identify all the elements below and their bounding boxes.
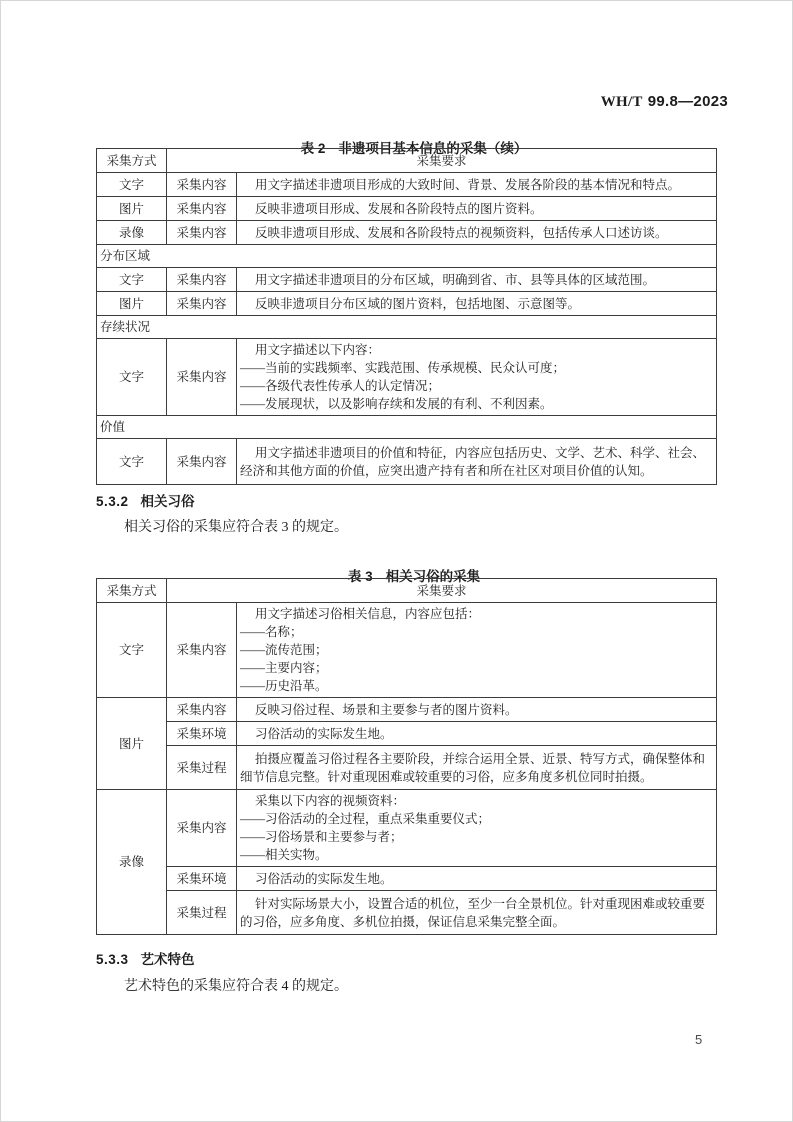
- aspect-cell: 采集环境: [167, 722, 237, 746]
- method-cell: 文字: [97, 603, 167, 698]
- requirement-line: ——发展现状，以及影响存续和发展的有利、不利因素。: [240, 397, 553, 411]
- aspect-cell: 采集内容: [167, 221, 237, 245]
- section-5-3-2-heading: [96, 490, 717, 510]
- table-row: [97, 197, 717, 221]
- aspect-cell: 采集内容: [167, 790, 237, 867]
- table-2-title-label: 表 2: [300, 141, 326, 156]
- table-row: [97, 339, 717, 416]
- table-row: [97, 173, 717, 197]
- table-row: [97, 245, 717, 268]
- requirement-line: ——相关实物。: [240, 848, 328, 862]
- table-2-title-text: 非遗项目基本信息的采集（续）: [338, 141, 528, 156]
- aspect-cell: 采集内容: [167, 339, 237, 416]
- requirement-line: 反映非遗项目形成、发展和各阶段特点的视频资料，包括传承人口述访谈。: [255, 225, 668, 240]
- table-row: [97, 292, 717, 316]
- method-cell: 录像: [97, 790, 167, 935]
- requirement-line: 用文字描述非遗项目形成的大致时间、背景、发展各阶段的基本情况和特点。: [255, 177, 681, 192]
- table-3-related-customs-collection: [96, 578, 717, 935]
- col-header-collection-method: 采集方式: [97, 579, 167, 603]
- requirement-cell: [237, 790, 717, 867]
- requirement-line: 用文字描述以下内容：: [255, 343, 381, 357]
- aspect-cell: 采集内容: [167, 268, 237, 292]
- requirement-line: 拍摄应覆盖习俗过程各主要阶段，并综合运用全景、近景、特写方式，确保整体和细节信息完整。针对重现困难或较重要的习俗，应多角度多机位同时拍摄。: [240, 751, 706, 784]
- requirement-line: 用文字描述非遗项目的分布区域，明确到省、市、县等具体的区域范围。: [255, 272, 656, 287]
- requirement-line: 用文字描述习俗相关信息，内容应包括：: [255, 607, 481, 621]
- requirement-cell: [237, 292, 717, 316]
- requirement-cell: [237, 867, 717, 891]
- aspect-cell: 采集内容: [167, 197, 237, 221]
- requirement-line: ——历史沿革。: [240, 679, 328, 693]
- table-row: [97, 722, 717, 746]
- table-row: [97, 867, 717, 891]
- requirement-line: 针对实际场景大小，设置合适的机位，至少一台全景机位。针对重现困难或较重要的习俗，应多角度、多机位拍摄，保证信息采集完整全面。: [240, 896, 706, 929]
- table-row: [97, 221, 717, 245]
- requirement-cell: [237, 439, 717, 485]
- table-row: [97, 891, 717, 935]
- requirement-line: 采集以下内容的视频资料：: [255, 794, 406, 808]
- category-row-value: 价值: [97, 416, 717, 439]
- method-cell: 文字: [97, 268, 167, 292]
- requirement-line: ——各级代表性传承人的认定情况；: [240, 379, 441, 393]
- table-row: [97, 149, 717, 173]
- requirement-line: 用文字描述非遗项目的价值和特征，内容应包括历史、文学、艺术、科学、社会、经济和其他方面的价值，应突出遗产持有者和所在社区对项目价值的认知。: [240, 445, 706, 478]
- aspect-cell: 采集内容: [167, 173, 237, 197]
- table-row: [97, 316, 717, 339]
- method-cell: 图片: [97, 292, 167, 316]
- requirement-line: ——当前的实践频率、实践范围、传承规模、民众认可度；: [240, 361, 566, 375]
- requirement-cell: [237, 197, 717, 221]
- requirement-cell: [237, 221, 717, 245]
- requirement-cell: [237, 722, 717, 746]
- requirement-cell: [237, 603, 717, 698]
- requirement-line: 反映非遗项目分布区域的图片资料，包括地图、示意图等。: [255, 296, 581, 311]
- table-row: [97, 268, 717, 292]
- requirement-line: ——习俗场景和主要参与者；: [240, 830, 403, 844]
- requirement-line: ——主要内容；: [240, 661, 328, 675]
- requirement-cell: [237, 339, 717, 416]
- standard-code-number: 99.8—2023: [647, 93, 728, 110]
- table-row: [97, 416, 717, 439]
- requirement-cell: [237, 746, 717, 790]
- aspect-cell: 采集过程: [167, 891, 237, 935]
- table-row: [97, 746, 717, 790]
- aspect-cell: 采集内容: [167, 439, 237, 485]
- method-cell: 图片: [97, 197, 167, 221]
- aspect-cell: 采集内容: [167, 698, 237, 722]
- requirement-cell: [237, 268, 717, 292]
- section-5-3-3-paragraph: 艺术特色的采集应符合表 4 的规定。: [124, 979, 348, 994]
- requirement-line: 习俗活动的实际发生地。: [255, 726, 393, 741]
- method-cell: 图片: [97, 698, 167, 790]
- table-2-container: [96, 148, 717, 485]
- section-5-3-3-number: 5.3.3: [96, 952, 129, 967]
- method-cell: 文字: [97, 339, 167, 416]
- aspect-cell: 采集内容: [167, 292, 237, 316]
- table-row: [97, 790, 717, 867]
- requirement-line: ——习俗活动的全过程，重点采集重要仪式；: [240, 812, 491, 826]
- col-header-collection-requirement: 采集要求: [167, 579, 717, 603]
- section-5-3-3-heading: [96, 948, 717, 968]
- table-3-container: [96, 578, 717, 935]
- section-5-3-3-title: 艺术特色: [140, 952, 195, 967]
- table-row: [97, 698, 717, 722]
- aspect-cell: 采集环境: [167, 867, 237, 891]
- section-5-3-2-title: 相关习俗: [140, 494, 195, 509]
- method-cell: 文字: [97, 439, 167, 485]
- requirement-line: 反映习俗过程、场景和主要参与者的图片资料。: [255, 702, 518, 717]
- method-cell: 文字: [97, 173, 167, 197]
- table-row: [97, 579, 717, 603]
- table-2-basic-info-collection: [96, 148, 717, 485]
- category-row-distribution-area: 分布区域: [97, 245, 717, 268]
- requirement-line: ——名称；: [240, 625, 303, 639]
- requirement-line: ——流传范围；: [240, 643, 328, 657]
- requirement-cell: [237, 173, 717, 197]
- requirement-line: 习俗活动的实际发生地。: [255, 871, 393, 886]
- table-row: [97, 439, 717, 485]
- aspect-cell: 采集过程: [167, 746, 237, 790]
- method-cell: 录像: [97, 221, 167, 245]
- section-5-3-2-number: 5.3.2: [96, 494, 129, 509]
- page-number: 5: [695, 1032, 703, 1047]
- col-header-collection-requirement: 采集要求: [167, 149, 717, 173]
- requirement-line: 反映非遗项目形成、发展和各阶段特点的图片资料。: [255, 201, 543, 216]
- col-header-collection-method: 采集方式: [97, 149, 167, 173]
- table-3-title-label: 表 3: [347, 569, 373, 584]
- requirement-cell: [237, 698, 717, 722]
- standard-code-prefix: WH/T: [600, 94, 643, 110]
- standard-code-header: [601, 93, 728, 111]
- table-3-title-text: 相关习俗的采集: [385, 569, 481, 584]
- category-row-survival-status: 存续状况: [97, 316, 717, 339]
- section-5-3-2-paragraph: 相关习俗的采集应符合表 3 的规定。: [124, 520, 348, 535]
- aspect-cell: 采集内容: [167, 603, 237, 698]
- requirement-cell: [237, 891, 717, 935]
- table-row: [97, 603, 717, 698]
